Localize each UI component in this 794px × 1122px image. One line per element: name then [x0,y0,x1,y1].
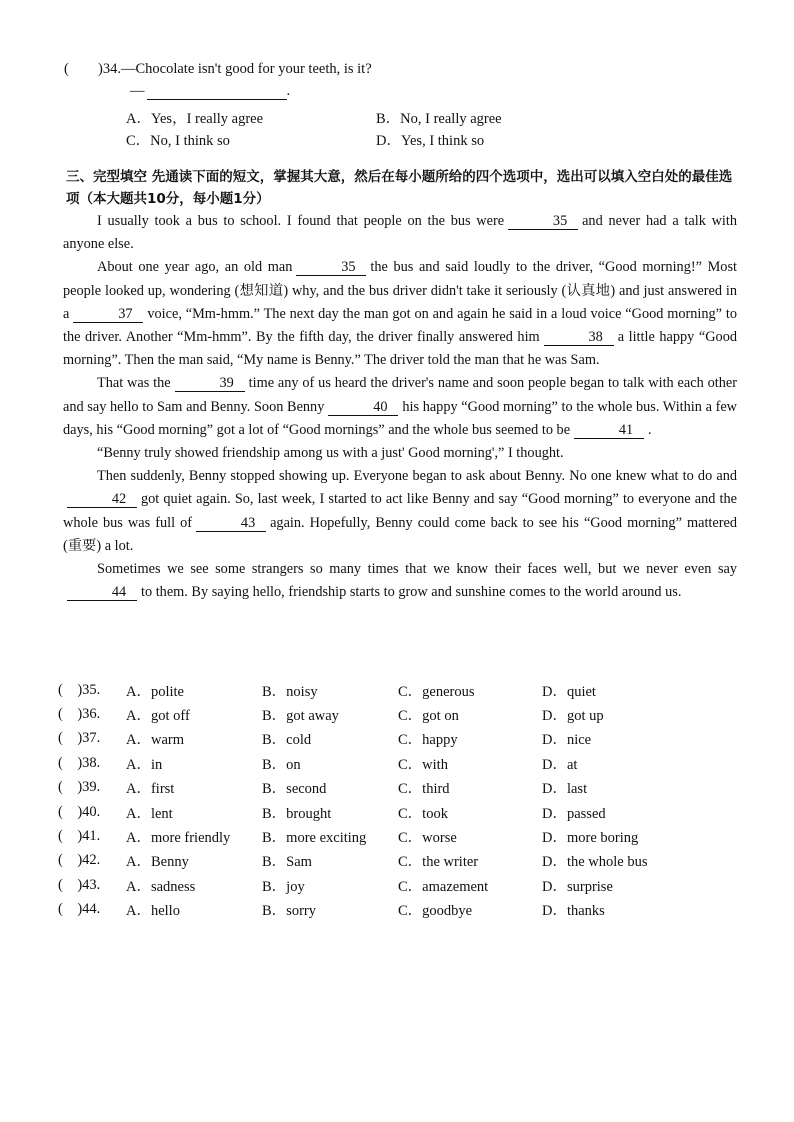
option-a: A．Benny [126,854,189,871]
blank-35: 35 [508,214,578,230]
text: his happy “Good morning” to the whole bus. Within a few days, his “Good morning” got a lot of “Good mornings” and the whole bus seemed to be [63,398,737,438]
option-d: D．got up [542,708,604,725]
option-c: C．the writer [398,854,479,871]
question-number: ( )37. [58,730,101,747]
option-line [58,702,748,726]
question-stem: —Chocolate isn't good for your teeth, is it? [120,60,372,77]
blank-37: 37 [73,307,143,323]
text: time any of us heard the driver's name and soon people began to talk with each other and say hello to Sam and Benny. Soon Benny [63,375,737,415]
question-number: ( )41. [58,828,101,845]
option-a: A．more friendly [126,830,231,847]
blank-40: 40 [328,400,398,416]
option-c: C．generous [398,683,475,700]
option-d: D．Yes, I think so [376,132,485,149]
option-c: C．amazement [398,878,489,895]
option-a: A．polite [126,683,184,700]
blank-38: 38 [544,330,614,346]
option-line [58,800,748,824]
answer-period: . [286,83,291,99]
option-d: D．more boring [542,830,639,847]
option-b: B．got away [262,708,339,725]
option-c: C．took [398,805,448,822]
question-34-options [126,106,744,150]
text: the bus and said loudly to the driver, “Good morning!” Most people looked up, wondering (想知道) why, and the bus driver didn't take it seriously (认真地) and just answered in a [63,259,737,322]
option-c: C．worse [398,830,457,847]
paragraph-1 [63,210,737,256]
text: got quiet again. So, last week, I started to act like Benny and say “Good morning” to everyone and the whole bus was full of [63,491,737,531]
question-number: )34. [98,60,121,77]
option-b: B．No, I really agree [376,110,502,127]
option-a: A．lent [126,805,173,822]
text: a little happy “Good morning”. Then the man said, “My name is Benny.” The driver told the man that he was Sam. [63,329,737,369]
option-line [58,849,748,873]
text: I usually took a bus to school. I found that people on the bus were [97,213,505,229]
cloze-passage [63,210,737,604]
option-b: B．brought [262,805,332,822]
blank-44: 44 [67,585,137,601]
blank-39: 39 [175,376,245,392]
option-b: B．Sam [262,854,312,871]
option-a: A．Yes，I really agree [126,110,264,127]
text: to them. By saying hello, friendship starts to grow and sunshine comes to the world around us. [141,584,682,601]
option-line [58,751,748,775]
answer-dash: — [130,83,145,99]
option-a: A．warm [126,732,184,749]
answer-paren: ( [64,60,69,77]
option-d: D．passed [542,805,606,822]
section-heading: 三、完型填空 先通读下面的短文，掌握其大意，然后在每小题所给的四个选项中，选出可以填入空白处的最佳选项（本大题共10分，每小题1分） [66,169,733,207]
option-b: B．cold [262,732,312,749]
question-number: ( )36. [58,706,101,723]
option-c: C．third [398,781,450,798]
option-b: B．on [262,756,301,773]
option-c: C．No, I think so [126,132,230,149]
option-line [58,824,748,848]
paragraph-5 [63,465,737,558]
option-d: D．quiet [542,683,596,700]
option-a: A．hello [126,903,180,920]
option-d: D．at [542,756,578,773]
text: Sometimes we see some strangers so many times that we know their faces well, but we never even say [97,561,737,578]
option-b: B．more exciting [262,830,367,847]
question-34 [64,58,744,150]
option-b: B．joy [262,878,305,895]
option-row [126,106,744,128]
option-line [58,727,748,751]
paragraph-3 [63,372,737,442]
blank-43: 43 [196,516,266,532]
question-number: ( )43. [58,876,101,893]
paragraph-6 [63,558,737,604]
question-number: ( )38. [58,754,101,771]
option-b: B．second [262,781,327,798]
text: and never had a talk with anyone else. [63,213,737,253]
text: voice, “Mm-hmm.” The next day the man got on and again he said in a loud voice “Good morning” to the driver. Another “Mm-hmm”. By the fifth day, the driver finally answered him [63,305,737,346]
question-number: ( )44. [58,901,101,918]
option-a: A．got off [126,708,190,725]
option-line [58,678,748,702]
text: . [648,421,652,438]
paragraph-2 [63,256,737,372]
option-c: C．with [398,756,448,773]
text: Then suddenly, Benny stopped showing up. Everyone began to ask about Benny. No one knew what to do and [97,468,737,485]
text: That was the [97,375,171,392]
answer-line [130,80,744,100]
blank-36: 35 [296,260,366,276]
option-c: C．got on [398,708,459,725]
option-row [126,128,744,150]
question-34-stem-line [64,58,744,80]
text: “Benny truly showed friendship among us with a just' Good morning',” I thought. [97,445,564,462]
question-number: ( )42. [58,852,101,869]
blank-41: 41 [574,423,644,439]
option-d: D．thanks [542,903,605,920]
option-b: B．noisy [262,683,318,700]
option-a: A．first [126,781,175,798]
option-d: D．surprise [542,878,613,895]
question-number: ( )35. [58,681,101,698]
option-d: D．nice [542,732,592,749]
blank-42: 42 [67,492,137,508]
option-c: C．goodbye [398,903,473,920]
option-d: D．the whole bus [542,854,648,871]
option-line [58,873,748,897]
option-b: B．sorry [262,903,316,920]
option-a: A．sadness [126,878,196,895]
answer-blank [147,85,287,100]
question-number: ( )40. [58,803,101,820]
option-d: D．last [542,781,588,798]
cloze-options [58,678,748,922]
option-line [58,776,748,800]
text: again. Hopefully, Benny could come back to see his “Good morning” mattered (重要) a lot. [63,514,737,554]
text: About one year ago, an old man [97,259,293,276]
option-c: C．happy [398,732,458,749]
option-line [58,898,748,922]
paragraph-4 [63,442,737,465]
question-number: ( )39. [58,779,101,796]
option-a: A．in [126,756,163,773]
